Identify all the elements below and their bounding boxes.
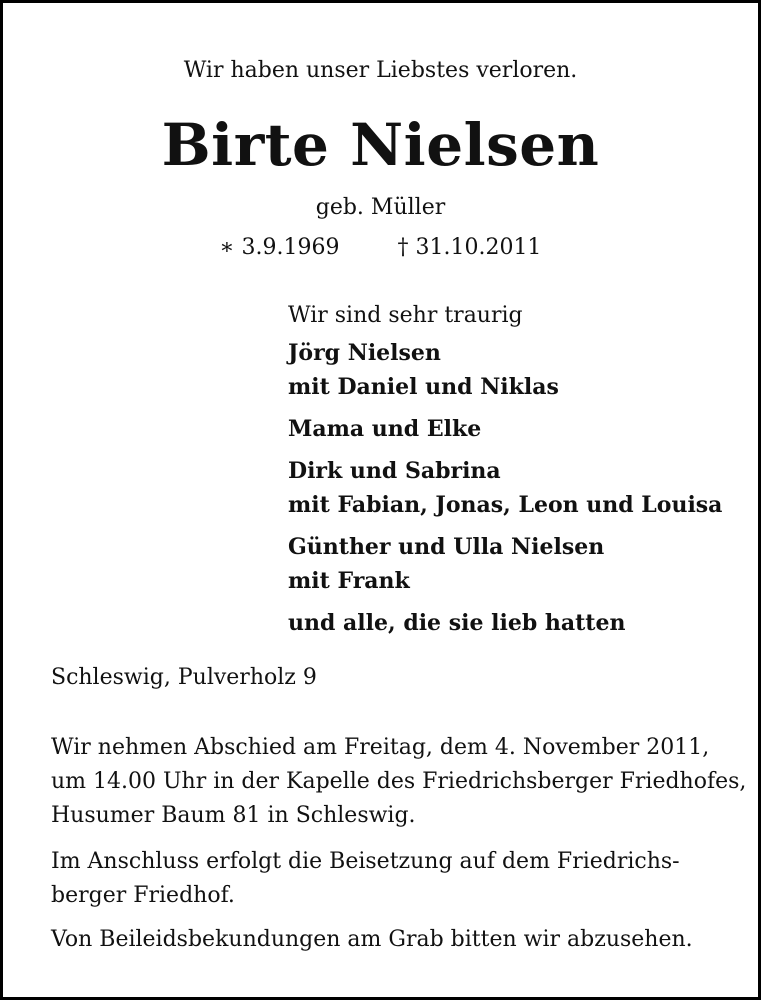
mourner-line: mit Daniel und Niklas — [288, 374, 559, 400]
mourner-group — [288, 454, 722, 522]
mourner-line: Mama und Elke — [288, 416, 482, 442]
paragraph-line: Wir nehmen Abschied am Freitag, dem 4. November 2011, — [51, 735, 710, 760]
condolence-note-paragraph — [51, 923, 693, 957]
birth-star-icon: ∗ — [219, 235, 235, 260]
death-date: 31.10.2011 — [415, 235, 542, 260]
burial-info-paragraph — [51, 845, 680, 913]
death-cross-icon: † — [397, 235, 409, 260]
maiden-name: geb. Müller — [315, 195, 446, 220]
paragraph-line: Husumer Baum 81 in Schleswig. — [51, 803, 416, 828]
life-dates — [3, 235, 758, 260]
mourner-line: Jörg Nielsen — [288, 340, 441, 366]
mourners-intro: Wir sind sehr traurig — [288, 303, 523, 328]
mourner-line: Dirk und Sabrina — [288, 458, 501, 484]
mourner-group — [288, 336, 722, 404]
funeral-info-paragraph — [51, 731, 746, 833]
mourner-line: und alle, die sie lieb hatten — [288, 610, 626, 636]
intro-line: Wir haben unser Liebstes verloren. — [183, 58, 578, 83]
mourner-line: mit Fabian, Jonas, Leon und Louisa — [288, 492, 723, 518]
paragraph-line: Im Anschluss erfolgt die Beisetzung auf dem Friedrichs- — [51, 849, 680, 874]
mourners-block — [288, 303, 722, 648]
mourner-group — [288, 412, 722, 446]
deceased-name: Birte Nielsen — [161, 111, 600, 179]
paragraph-line: Von Beileidsbekundungen am Grab bitten wir abzusehen. — [51, 927, 693, 952]
mourner-group — [288, 530, 722, 598]
mourner-group — [288, 606, 722, 640]
address: Schleswig, Pulverholz 9 — [51, 665, 317, 690]
birth-date: 3.9.1969 — [241, 235, 340, 260]
mourner-line: Günther und Ulla Nielsen — [288, 534, 605, 560]
paragraph-line: um 14.00 Uhr in der Kapelle des Friedrichsberger Friedhofes, — [51, 769, 747, 794]
mourner-line: mit Frank — [288, 568, 410, 594]
paragraph-line: berger Friedhof. — [51, 883, 235, 908]
